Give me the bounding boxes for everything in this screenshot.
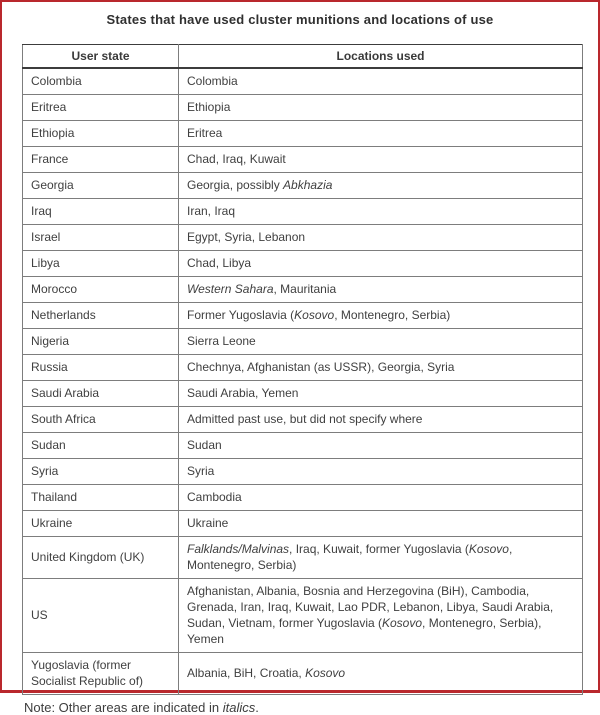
column-header-user-state: User state (23, 45, 179, 69)
location-segment-italic: Kosovo (294, 308, 335, 322)
locations-used-cell (179, 407, 583, 433)
user-state-cell: Ethiopia (23, 121, 179, 147)
location-segment: Chechnya, Afghanistan (as USSR), Georgia, Syria (187, 360, 455, 374)
table-row (23, 173, 583, 199)
table-note (24, 700, 598, 715)
locations-used-cell (179, 277, 583, 303)
table-row (23, 381, 583, 407)
user-state-cell: Morocco (23, 277, 179, 303)
locations-used-cell (179, 121, 583, 147)
locations-used-cell (179, 579, 583, 653)
location-segment-italic: Abkhazia (283, 178, 333, 192)
location-segment: Ukraine (187, 516, 229, 530)
user-state-cell: Georgia (23, 173, 179, 199)
location-segment: Former Yugoslavia ( (187, 308, 295, 322)
note-suffix: . (255, 700, 259, 715)
location-segment: Egypt, Syria, Lebanon (187, 230, 306, 244)
user-state-cell: Colombia (23, 68, 179, 95)
location-segment: , Montenegro, Serbia) (334, 308, 451, 322)
user-state-cell: Netherlands (23, 303, 179, 329)
user-state-cell: Saudi Arabia (23, 381, 179, 407)
user-state-cell: Ukraine (23, 511, 179, 537)
table-row (23, 511, 583, 537)
locations-used-cell (179, 433, 583, 459)
location-segment: Syria (187, 464, 215, 478)
location-segment: Ethiopia (187, 100, 231, 114)
table-row (23, 407, 583, 433)
locations-used-cell (179, 511, 583, 537)
table-row (23, 251, 583, 277)
user-state-cell: United Kingdom (UK) (23, 537, 179, 579)
location-segment: , Mauritania (273, 282, 337, 296)
location-segment-italic: Falklands/Malvinas (187, 542, 290, 556)
cluster-munitions-table (22, 44, 583, 695)
note-prefix: Note: Other areas are indicated in (24, 700, 223, 715)
locations-used-cell (179, 251, 583, 277)
table-row (23, 95, 583, 121)
location-segment: Chad, Libya (187, 256, 252, 270)
table-row (23, 433, 583, 459)
table-row (23, 653, 583, 695)
locations-used-cell (179, 303, 583, 329)
locations-used-cell (179, 68, 583, 95)
location-segment: Chad, Iraq, Kuwait (187, 152, 286, 166)
location-segment: Saudi Arabia, Yemen (187, 386, 299, 400)
locations-used-cell (179, 147, 583, 173)
location-segment: Admitted past use, but did not specify where (187, 412, 423, 426)
table-row (23, 485, 583, 511)
locations-used-cell (179, 459, 583, 485)
locations-used-cell (179, 537, 583, 579)
location-segment: Cambodia (187, 490, 242, 504)
location-segment: Albania, BiH, Croatia, (187, 666, 306, 680)
locations-used-cell (179, 199, 583, 225)
user-state-cell: Iraq (23, 199, 179, 225)
locations-used-cell (179, 225, 583, 251)
table-row (23, 329, 583, 355)
user-state-cell: Syria (23, 459, 179, 485)
locations-used-cell (179, 381, 583, 407)
page-title: States that have used cluster munitions and locations of use (106, 12, 494, 27)
table-row (23, 68, 583, 95)
table-row (23, 277, 583, 303)
table-row (23, 225, 583, 251)
table-row (23, 121, 583, 147)
location-segment: Sudan (187, 438, 222, 452)
table-body (23, 68, 583, 695)
user-state-cell: France (23, 147, 179, 173)
note-italic-word: italics (222, 700, 256, 715)
location-segment: Sierra Leone (187, 334, 256, 348)
user-state-cell: South Africa (23, 407, 179, 433)
location-segment: Afghanistan, Albania, Bosnia and Herzegovina (BiH), Cambodia, Grenada, Iran, Iraq, Kuwait, Lao PDR, Lebanon, Libya, Saudi Arabia, Sudan, Vietnam, former Yugoslavia ( (187, 584, 554, 630)
user-state-cell: Libya (23, 251, 179, 277)
locations-used-cell (179, 329, 583, 355)
locations-used-cell (179, 485, 583, 511)
locations-used-cell (179, 355, 583, 381)
table-row (23, 537, 583, 579)
user-state-cell: Yugoslavia (former Socialist Republic of) (23, 653, 179, 695)
table-row (23, 459, 583, 485)
location-segment: Georgia, possibly (187, 178, 284, 192)
location-segment-italic: Western Sahara (187, 282, 274, 296)
location-segment: Eritrea (187, 126, 223, 140)
location-segment: Colombia (187, 74, 238, 88)
location-segment: , Montenegro, Serbia), Yemen (187, 616, 542, 646)
location-segment: Iran, Iraq (187, 204, 236, 218)
table-row (23, 199, 583, 225)
user-state-cell: Nigeria (23, 329, 179, 355)
location-segment-italic: Kosovo (468, 542, 509, 556)
locations-used-cell (179, 173, 583, 199)
user-state-cell: Russia (23, 355, 179, 381)
table-row (23, 303, 583, 329)
user-state-cell: US (23, 579, 179, 653)
user-state-cell: Israel (23, 225, 179, 251)
table-header-row (23, 45, 583, 69)
user-state-cell: Thailand (23, 485, 179, 511)
location-segment: , Montenegro, Serbia) (187, 542, 513, 572)
user-state-cell: Eritrea (23, 95, 179, 121)
location-segment-italic: Kosovo (305, 666, 346, 680)
location-segment: , Iraq, Kuwait, former Yugoslavia ( (289, 542, 469, 556)
table-row (23, 147, 583, 173)
table-row (23, 355, 583, 381)
column-header-locations-used: Locations used (179, 45, 583, 69)
user-state-cell: Sudan (23, 433, 179, 459)
location-segment-italic: Kosovo (382, 616, 423, 630)
locations-used-cell (179, 95, 583, 121)
table-row (23, 579, 583, 653)
locations-used-cell (179, 653, 583, 695)
